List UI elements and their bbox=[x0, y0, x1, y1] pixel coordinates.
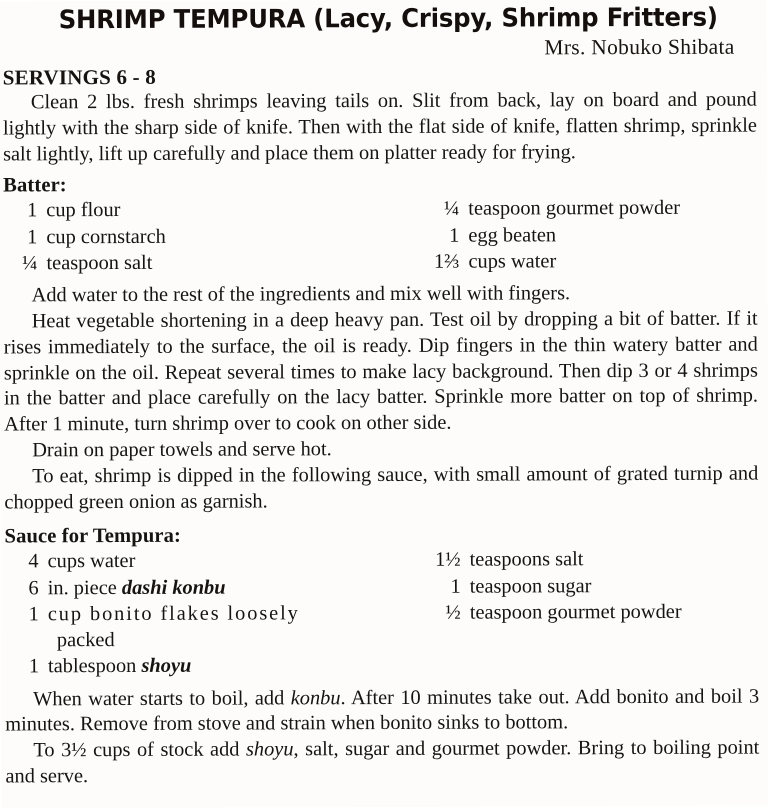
ingredient-name-italic: shoyu bbox=[141, 655, 192, 678]
ingredient-qty: 1 bbox=[28, 655, 40, 678]
ingredient-name-text: tablespoon bbox=[47, 655, 142, 678]
ingredient-name: egg beaten bbox=[468, 224, 557, 247]
ingredient-continuation: packed bbox=[56, 629, 115, 652]
batter-heading: Batter: bbox=[3, 174, 67, 197]
intro-paragraph: Clean 2 lbs. fresh shrimps leaving tails on. Slit from back, lay on board and pound lightly with the sharp side of knife. Then with the flat side of knife, flatten shrimp, sprinkle salt lightly, lift up carefully and place them on platter ready for frying. bbox=[2, 88, 757, 166]
ingredient-row bbox=[3, 196, 403, 224]
ingredient-row bbox=[403, 247, 767, 275]
batter-right-column bbox=[403, 195, 767, 275]
ingredient-row bbox=[405, 546, 768, 574]
ingredient-name bbox=[39, 574, 226, 601]
sauce-right-column bbox=[405, 546, 768, 626]
sauce-method-paragraph-2 bbox=[5, 736, 759, 791]
ingredient-row bbox=[403, 221, 767, 249]
ingredient-name: teaspoon sugar bbox=[469, 574, 592, 598]
ingredient-qty: 1 bbox=[27, 199, 38, 222]
method-paragraph-3: Drain on paper towels and serve hot. bbox=[32, 438, 332, 462]
ingredient-row bbox=[5, 547, 405, 575]
ingredient-name: teaspoon salt bbox=[46, 251, 153, 275]
ingredient-row bbox=[3, 249, 403, 277]
ingredient-name: teaspoon gourmet powder bbox=[468, 197, 681, 221]
ingredient-name bbox=[39, 653, 191, 680]
sauce-method-text-c: To 3½ cups of stock add bbox=[33, 738, 246, 762]
recipe-author: Mrs. Nobuko Shibata bbox=[544, 34, 735, 60]
sauce-method-italic-konbu: konbu bbox=[290, 686, 341, 709]
ingredient-name: cup bonito flakes loosely bbox=[47, 602, 300, 626]
method-paragraph-1: Add water to the rest of the ingredients and mix well with fingers. bbox=[31, 282, 571, 307]
ingredient-qty: ¼ bbox=[22, 252, 38, 275]
ingredient-qty: 1 bbox=[450, 575, 461, 598]
ingredient-qty: ½ bbox=[445, 601, 461, 624]
sauce-method-italic-shoyu: shoyu bbox=[245, 738, 294, 761]
ingredient-name: teaspoons salt bbox=[469, 548, 584, 572]
ingredient-qty: 1½ bbox=[435, 549, 461, 572]
page-title: SHRIMP TEMPURA (Lacy, Crispy, Shrimp Fritters) bbox=[58, 2, 718, 36]
ingredient-name-text: in. piece bbox=[47, 576, 122, 599]
ingredient-name: cups water bbox=[468, 250, 557, 273]
ingredient-name: cup cornstarch bbox=[46, 225, 166, 248]
ingredient-row bbox=[5, 652, 405, 680]
sauce-left-column bbox=[5, 547, 406, 680]
ingredient-name: cup flour bbox=[46, 199, 121, 222]
batter-left-column bbox=[3, 196, 403, 276]
ingredient-row bbox=[405, 572, 768, 600]
sauce-ingredients bbox=[5, 546, 768, 680]
sauce-method-text-d: , salt, sugar and gourmet powder. Bring to boiling point and serve. bbox=[5, 736, 760, 788]
ingredient-name: cups water bbox=[47, 550, 136, 573]
ingredient-row bbox=[3, 223, 403, 251]
sauce-method-text-b: . After 10 minutes take out. Add bonito and boil 3 minutes. Remove from stove and strain when bonito sinks to bottom. bbox=[5, 685, 760, 736]
sauce-method-paragraph-1 bbox=[5, 684, 759, 739]
method-paragraph-4: To eat, shrimp is dipped in the following sauce, with small amount of grated turnip and chopped green onion as garnish. bbox=[4, 462, 759, 514]
servings-label: SERVINGS 6 - 8 bbox=[2, 64, 156, 90]
ingredient-row bbox=[5, 574, 405, 602]
ingredient-qty: 1 bbox=[27, 226, 38, 249]
ingredient-row bbox=[405, 598, 768, 626]
ingredient-qty: 6 bbox=[28, 576, 39, 600]
ingredient-row bbox=[5, 600, 405, 628]
title-block bbox=[0, 0, 767, 62]
sauce-method-text-a: When water starts to boil, add bbox=[33, 686, 291, 710]
ingredient-qty: 1⅔ bbox=[433, 250, 460, 273]
method-paragraph-2: Heat vegetable shortening in a deep heavy pan. Test oil by dropping a bit of batter. If it rises immediately to the surface, the oil is ready. Dip fingers in the thin watery batter and sprinkle on the oil. Repeat several times to make lacy background. Then dip 3 or 4 shrimps in the batter and place carefully on the lacy batter. Sprinkle more batter on top of shrimp. After 1 minute, turn shrimp over to cook on other side. bbox=[3, 307, 759, 436]
ingredient-qty: 1 bbox=[449, 224, 460, 247]
ingredient-name: teaspoon gourmet powder bbox=[469, 600, 682, 624]
ingredient-name-italic: dashi konbu bbox=[121, 576, 226, 599]
ingredient-row bbox=[403, 195, 767, 223]
sauce-heading: Sauce for Tempura: bbox=[4, 525, 182, 548]
ingredient-qty: ¼ bbox=[443, 198, 460, 221]
ingredient-qty: 1 bbox=[28, 603, 39, 626]
ingredient-qty: 4 bbox=[28, 550, 39, 573]
batter-ingredients bbox=[3, 195, 767, 277]
